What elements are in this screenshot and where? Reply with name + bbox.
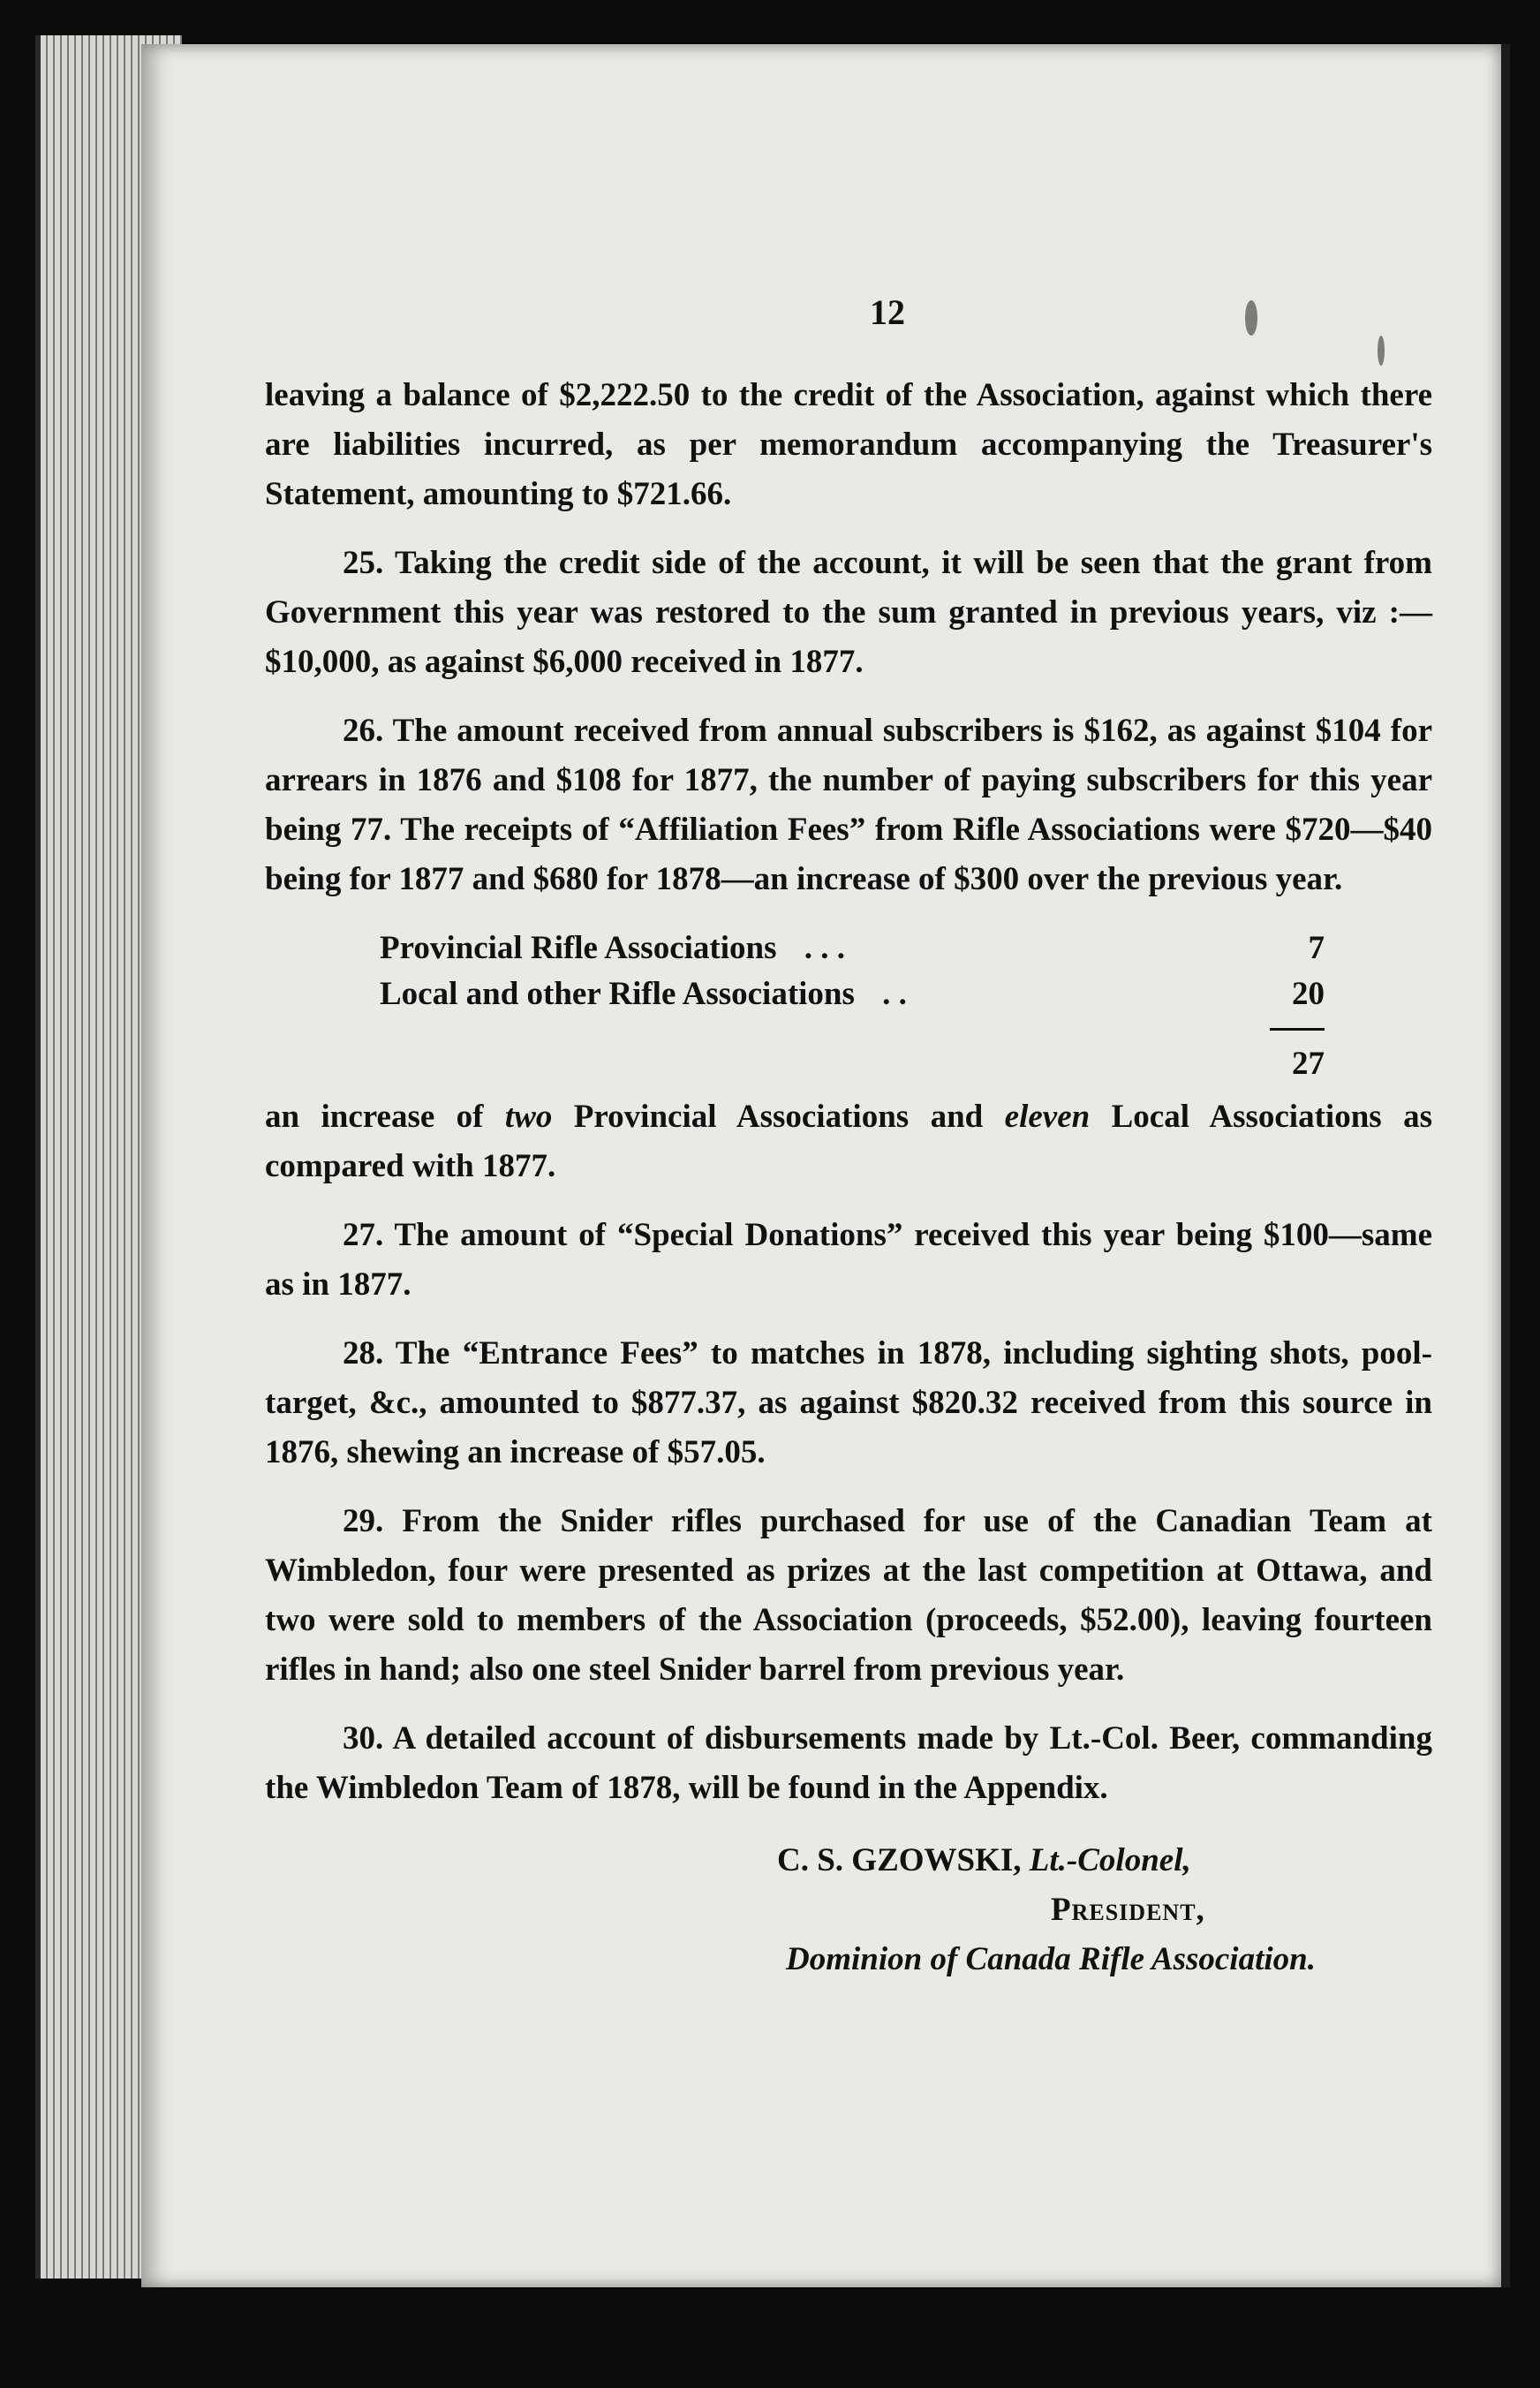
signatory-name: C. S. GZOWSKI, <box>777 1842 1030 1878</box>
tally-sum-rule <box>1270 1028 1325 1031</box>
paragraph-29: 29. From the Snider rifles purchased for use of the Canadian Team at Wimbledon, four were presented as prizes at the last competition at Ottawa, and two were sold to members of the Association (proceeds, $52.00), leaving fourteen rifles in hand; also one steel Snider barrel from previous year. <box>265 1503 1432 1688</box>
tally-followup: an increase of two Provincial Associations and eleven Local Associations as compared with 1877. <box>265 1099 1432 1184</box>
tally-leaders: . . . <box>804 930 845 966</box>
page-text <box>265 291 1432 1984</box>
tally-value: 20 <box>1292 976 1325 1012</box>
signatory-title: President, <box>1051 1892 1205 1928</box>
emphasis-two: two <box>504 1099 553 1135</box>
tally-leaders: . . <box>882 976 907 1012</box>
tally-label: Local and other Rifle Associations <box>380 976 855 1012</box>
association-tally <box>380 924 1325 1092</box>
tally-label: Provincial Rifle Associations <box>380 930 777 966</box>
tally-row <box>380 924 1325 970</box>
emphasis-eleven: eleven <box>1004 1099 1091 1135</box>
paragraph-30: 30. A detailed account of disbursements made by Lt.-Col. Beer, commanding the Wimbledon Team of 1878, will be found in the Appendix. <box>265 1720 1432 1806</box>
page-number: 12 <box>870 292 905 332</box>
paragraph-28: 28. The “Entrance Fees” to matches in 1878, including sighting shots, pool-target, &c., amounted to $877.37, as against $820.32 received from this source in 1876, shewing an increase of $57.05. <box>265 1335 1432 1470</box>
tally-row <box>380 970 1325 1016</box>
paragraph-24-continued: leaving a balance of $2,222.50 to the credit of the Association, against which there are liabilities incurred, as per memorandum accompanying the Treasurer's Statement, amounting to $721.66. <box>265 377 1432 512</box>
signature-block <box>265 1836 1432 1984</box>
signatory-rank: Lt.-Colonel, <box>1029 1842 1191 1878</box>
paragraph-27: 27. The amount of “Special Donations” received this year being $100—same as in 1877. <box>265 1217 1432 1303</box>
paragraph-25: 25. Taking the credit side of the account, it will be seen that the grant from Government this year was restored to the sum granted in previous years, viz :—$10,000, as against $6,000 received in 1877. <box>265 545 1432 680</box>
paragraph-26: 26. The amount received from annual subscribers is $162, as against $104 for arrears in 1876 and $108 for 1877, the number of paying subscribers for this year being 77. The receipts of “Affiliation Fees” from Rifle Associations were $720—$40 being for 1877 and $680 for 1878—an increase of $300 over the previous year. <box>265 713 1432 897</box>
tally-total: 27 <box>1292 1046 1325 1082</box>
signatory-organization: Dominion of Canada Rifle Association. <box>786 1941 1316 1977</box>
tally-value: 7 <box>1308 930 1325 966</box>
